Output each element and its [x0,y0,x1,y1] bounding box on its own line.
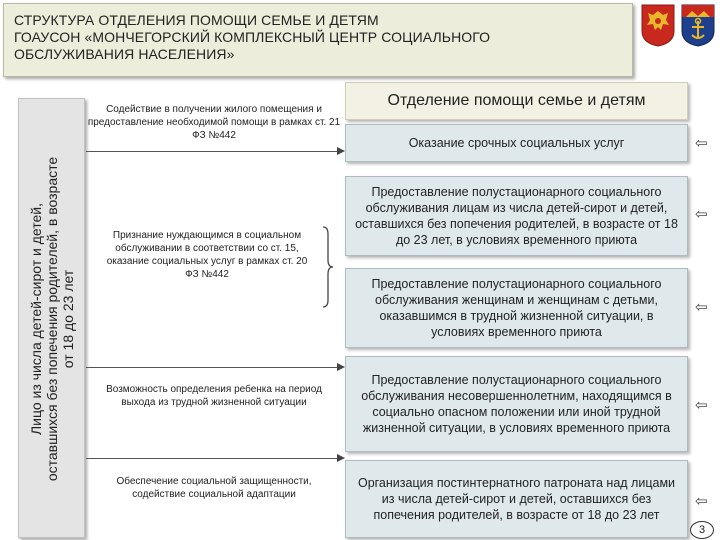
left-arrow-icon: ⇦ [695,135,708,152]
service-box-urgent: Оказание срочных социальных услуг [345,124,688,162]
left-arrow-icon: ⇦ [695,206,708,223]
condition-social-protection: Обеспечение социальной защищенности, содействие социальной адаптации [116,476,312,500]
person-description [28,109,76,529]
connector-line [86,367,337,368]
condition-child-placement: Возможность определения ребенка на период выхода из трудной жизненной ситуации [106,384,322,408]
department-title: Отделение помощи семье и детям [345,82,688,120]
service-box-patronage: Организация постинтернатного патроната над лицами из числа детей-сирот и детей, оставшихся без попечения родителей, в возрасте от 18 до 23 лет [345,460,688,538]
russia-coat-of-arms-icon [640,3,676,47]
left-arrow-icon: ⇦ [695,299,708,316]
service-box-orphans-shelter: Предоставление полустационарного социального обслуживания лицам из числа детей-сирот и детей, оставшихся без попечения родителей, в возрасте от 18 до 23 лет, в условиях временного приюта [345,176,688,256]
connector-arrowhead [337,454,345,462]
page-number: 3 [690,521,714,539]
connector-arrowhead [337,363,345,371]
page-title [3,3,633,77]
brace-connector [322,226,334,308]
connector-line [86,151,337,152]
connector-arrowhead [337,147,345,155]
person-line-1: Лицо из числа детей-сирот и детей, [28,203,44,435]
title-line-2: ГОАУСОН «МОНЧЕГОРСКИЙ КОМПЛЕКСНЫЙ ЦЕНТР СОЦИАЛЬНОГО [14,29,491,45]
region-coat-of-arms-icon [680,3,716,47]
left-arrow-icon: ⇦ [695,397,708,414]
condition-housing: Содействие в получении жилого помещения и предоставление необходимой помощи в рамках ст. 21 ФЗ №442 [87,104,341,141]
title-line-1: СТРУКТУРА ОТДЕЛЕНИЯ ПОМОЩИ СЕМЬЕ И ДЕТЯМ [14,12,379,28]
title-line-3: ОБСЛУЖИВАНИЯ НАСЕЛЕНИЯ» [14,46,235,62]
left-arrow-icon: ⇦ [695,493,708,510]
service-box-women-shelter: Предоставление полустационарного социального обслуживания женщинам и женщинам с детьми, оказавшимся в трудной жизненной ситуации, в условиях временного приюта [345,268,688,348]
person-line-2: оставшихся без попечения родителей, в возрасте [44,156,60,482]
person-line-3: от 18 до 23 лет [60,269,76,369]
person-box [18,98,85,538]
condition-recognition: Признание нуждающимся в социальном обслуживании в соответствии со ст. 15, оказание социальных услуг в рамках ст. 20 ФЗ №442 [106,230,308,280]
service-box-minors-shelter: Предоставление полустационарного социального обслуживания несовершеннолетним, находящимся в социально опасном положении или иной трудной жизненной ситуации, в условиях временного приюта [345,356,688,452]
connector-line [86,458,337,459]
